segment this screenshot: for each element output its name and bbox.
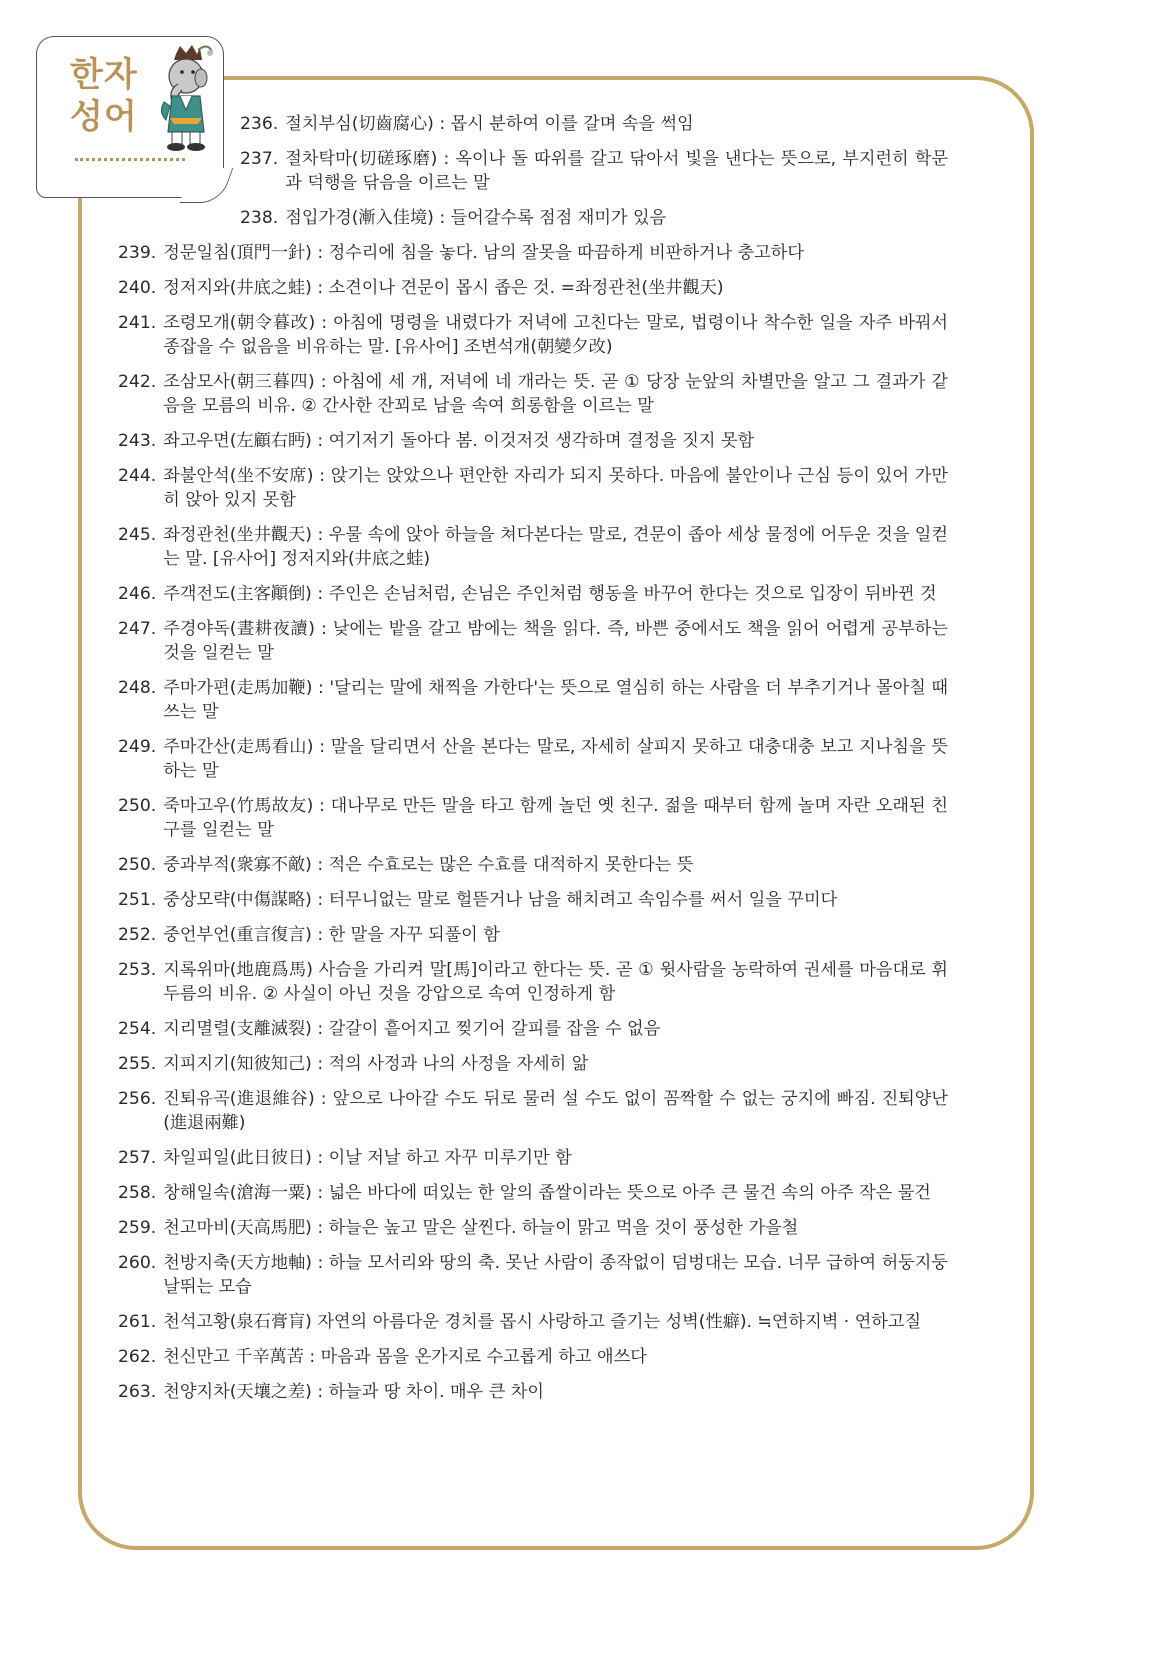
entry-number: 243. [118,431,157,451]
section-tag-title: 한자 성어 [70,55,138,137]
entry-number: 258. [118,1183,157,1203]
entry-number: 256. [118,1089,157,1109]
entry-number: 240. [118,278,157,298]
entry-text: 지록위마(地鹿爲馬) 사슴을 가리켜 말[馬]이라고 한다는 뜻. 곧 ① 윗사람을 농락하여 권세를 마음대로 휘두름의 비유. ② 사실이 아닌 것을 강압으로 속여 인정하게 함 [163,960,948,1004]
entry-text: 주경야독(晝耕夜讀) : 낮에는 밭을 갈고 밤에는 책을 읽다. 즉, 바쁜 중에서도 책을 읽어 어렵게 공부하는 것을 일컫는 말 [163,619,948,663]
entry-text: 주마가편(走馬加鞭) : '달리는 말에 채찍을 가한다'는 뜻으로 열심히 하는 사람을 더 부추기거나 몰아칠 때 쓰는 말 [163,678,948,722]
entry-text: 정저지와(井底之蛙) : 소견이나 견문이 몹시 좁은 것. =좌정관천(坐井觀天) [163,278,724,298]
entry-number: 251. [118,890,157,910]
entry-text: 주객전도(主客顚倒) : 주인은 손님처럼, 손님은 주인처럼 행동을 바꾸어 한다는 것으로 입장이 뒤바뀐 것 [163,584,937,604]
list-item [118,1146,948,1170]
entry-number: 239. [118,243,157,263]
entry-number: 261. [118,1312,157,1332]
list-item [118,276,948,300]
entry-text: 절치부심(切齒腐心) : 몹시 분하여 이를 갈며 속을 썩임 [285,114,694,134]
list-item [118,1216,948,1240]
list-item [118,311,948,359]
entry-number: 263. [118,1382,157,1402]
entry-number: 245. [118,525,157,545]
list-item [118,1181,948,1205]
list-item [118,429,948,453]
entry-number: 237. [240,149,279,169]
entry-number: 244. [118,466,157,486]
entry-text: 중언부언(重言復言) : 한 말을 자꾸 되풀이 함 [163,925,500,945]
entry-number: 255. [118,1054,157,1074]
entry-number: 241. [118,313,157,333]
entry-text: 천고마비(天高馬肥) : 하늘은 높고 말은 살찐다. 하늘이 맑고 먹을 것이 풍성한 가을철 [163,1218,799,1238]
entry-number: 259. [118,1218,157,1238]
list-item [240,112,948,136]
list-item [118,676,948,724]
entry-text: 중과부적(衆寡不敵) : 적은 수효로는 많은 수효를 대적하지 못한다는 뜻 [163,855,694,875]
entry-number: 257. [118,1148,157,1168]
list-item [240,206,948,230]
entry-text: 좌고우면(左顧右眄) : 여기저기 돌아다 봄. 이것저것 생각하며 결정을 짓지 못함 [163,431,755,451]
entry-number: 252. [118,925,157,945]
entry-text: 천방지축(天方地軸) : 하늘 모서리와 땅의 축. 못난 사람이 종작없이 덤벙대는 모습. 너무 급하여 허둥지둥 날뛰는 모습 [163,1253,948,1297]
list-item [118,958,948,1006]
entry-text: 죽마고우(竹馬故友) : 대나무로 만든 말을 타고 함께 놀던 옛 친구. 젊을 때부터 함께 놀며 자란 오래된 친구를 일컫는 말 [163,796,948,840]
list-item [118,523,948,571]
list-item [118,853,948,877]
list-item [118,1345,948,1369]
list-item [118,1017,948,1041]
entry-number: 249. [118,737,157,757]
entry-number: 254. [118,1019,157,1039]
entry-text: 정문일침(頂門一針) : 정수리에 침을 놓다. 남의 잘못을 따끔하게 비판하거나 충고하다 [163,243,804,263]
entry-text: 지피지기(知彼知己) : 적의 사정과 나의 사정을 자세히 앎 [163,1054,589,1074]
entry-text: 진퇴유곡(進退維谷) : 앞으로 나아갈 수도 뒤로 물러 설 수도 없이 꼼짝할 수 없는 궁지에 빠짐. 진퇴양난(進退兩難) [163,1089,948,1133]
list-item [240,147,948,195]
entry-number: 247. [118,619,157,639]
entry-number: 260. [118,1253,157,1273]
entry-number: 246. [118,584,157,604]
list-item [118,735,948,783]
entry-text: 중상모략(中傷謀略) : 터무니없는 말로 헐뜯거나 남을 해치려고 속임수를 써서 일을 꾸미다 [163,890,838,910]
entry-number: 253. [118,960,157,980]
entry-text: 좌정관천(坐井觀天) : 우물 속에 앉아 하늘을 쳐다본다는 말로, 견문이 좁아 세상 물정에 어두운 것을 일컫는 말. [유사어] 정저지와(井底之蛙) [163,525,948,569]
entry-text: 천양지차(天壤之差) : 하늘과 땅 차이. 매우 큰 차이 [163,1382,544,1402]
list-item [118,582,948,606]
list-item [118,1087,948,1135]
entry-text: 천신만고 千辛萬苦 : 마음과 몸을 온가지로 수고롭게 하고 애쓰다 [163,1347,647,1367]
entry-text: 지리멸렬(支離滅裂) : 갈갈이 흩어지고 찢기어 갈피를 잡을 수 없음 [163,1019,661,1039]
entry-text: 점입가경(漸入佳境) : 들어갈수록 점점 재미가 있음 [285,208,667,228]
entry-number: 250. [118,796,157,816]
idiom-list [118,112,948,1415]
list-item [118,241,948,265]
entry-number: 248. [118,678,157,698]
entry-number: 242. [118,372,157,392]
entry-text: 절차탁마(切磋琢磨) : 옥이나 돌 따위를 갈고 닦아서 빛을 낸다는 뜻으로, 부지런히 학문과 덕행을 닦음을 이르는 말 [285,149,948,193]
entry-text: 좌불안석(坐不安席) : 앉기는 앉았으나 편안한 자리가 되지 못하다. 마음에 불안이나 근심 등이 있어 가만히 앉아 있지 못함 [163,466,948,510]
list-item [118,794,948,842]
entry-number: 238. [240,208,279,228]
entry-number: 236. [240,114,279,134]
list-item [118,617,948,665]
entry-number: 262. [118,1347,157,1367]
entry-text: 조령모개(朝令暮改) : 아침에 명령을 내렸다가 저녁에 고친다는 말로, 법령이나 착수한 일을 자주 바꿔서 종잡을 수 없음을 비유하는 말. [유사어] 조변석개(朝變夕改) [163,313,948,357]
list-item [118,1251,948,1299]
list-item [118,888,948,912]
list-item [118,370,948,418]
entry-text: 차일피일(此日彼日) : 이날 저날 하고 자꾸 미루기만 함 [163,1148,572,1168]
entry-text: 천석고황(泉石膏肓) 자연의 아름다운 경치를 몹시 사랑하고 즐기는 성벽(性癖). ≒연하지벽 · 연하고질 [163,1312,922,1332]
list-item [118,464,948,512]
entry-number: 250. [118,855,157,875]
list-item [118,1310,948,1334]
list-item [118,1052,948,1076]
list-item [118,923,948,947]
entry-text: 주마간산(走馬看山) : 말을 달리면서 산을 본다는 말로, 자세히 살피지 못하고 대충대충 보고 지나침을 뜻하는 말 [163,737,948,781]
entry-text: 조삼모사(朝三暮四) : 아침에 세 개, 저녁에 네 개라는 뜻. 곧 ① 당장 눈앞의 차별만을 알고 그 결과가 같음을 모름의 비유. ② 간사한 잔꾀로 남을 속여 희롱함을 이르는 말 [163,372,948,416]
list-item [118,1380,948,1404]
entry-text: 창해일속(滄海一粟) : 넓은 바다에 떠있는 한 알의 좁쌀이라는 뜻으로 아주 큰 물건 속의 아주 작은 물건 [163,1183,931,1203]
